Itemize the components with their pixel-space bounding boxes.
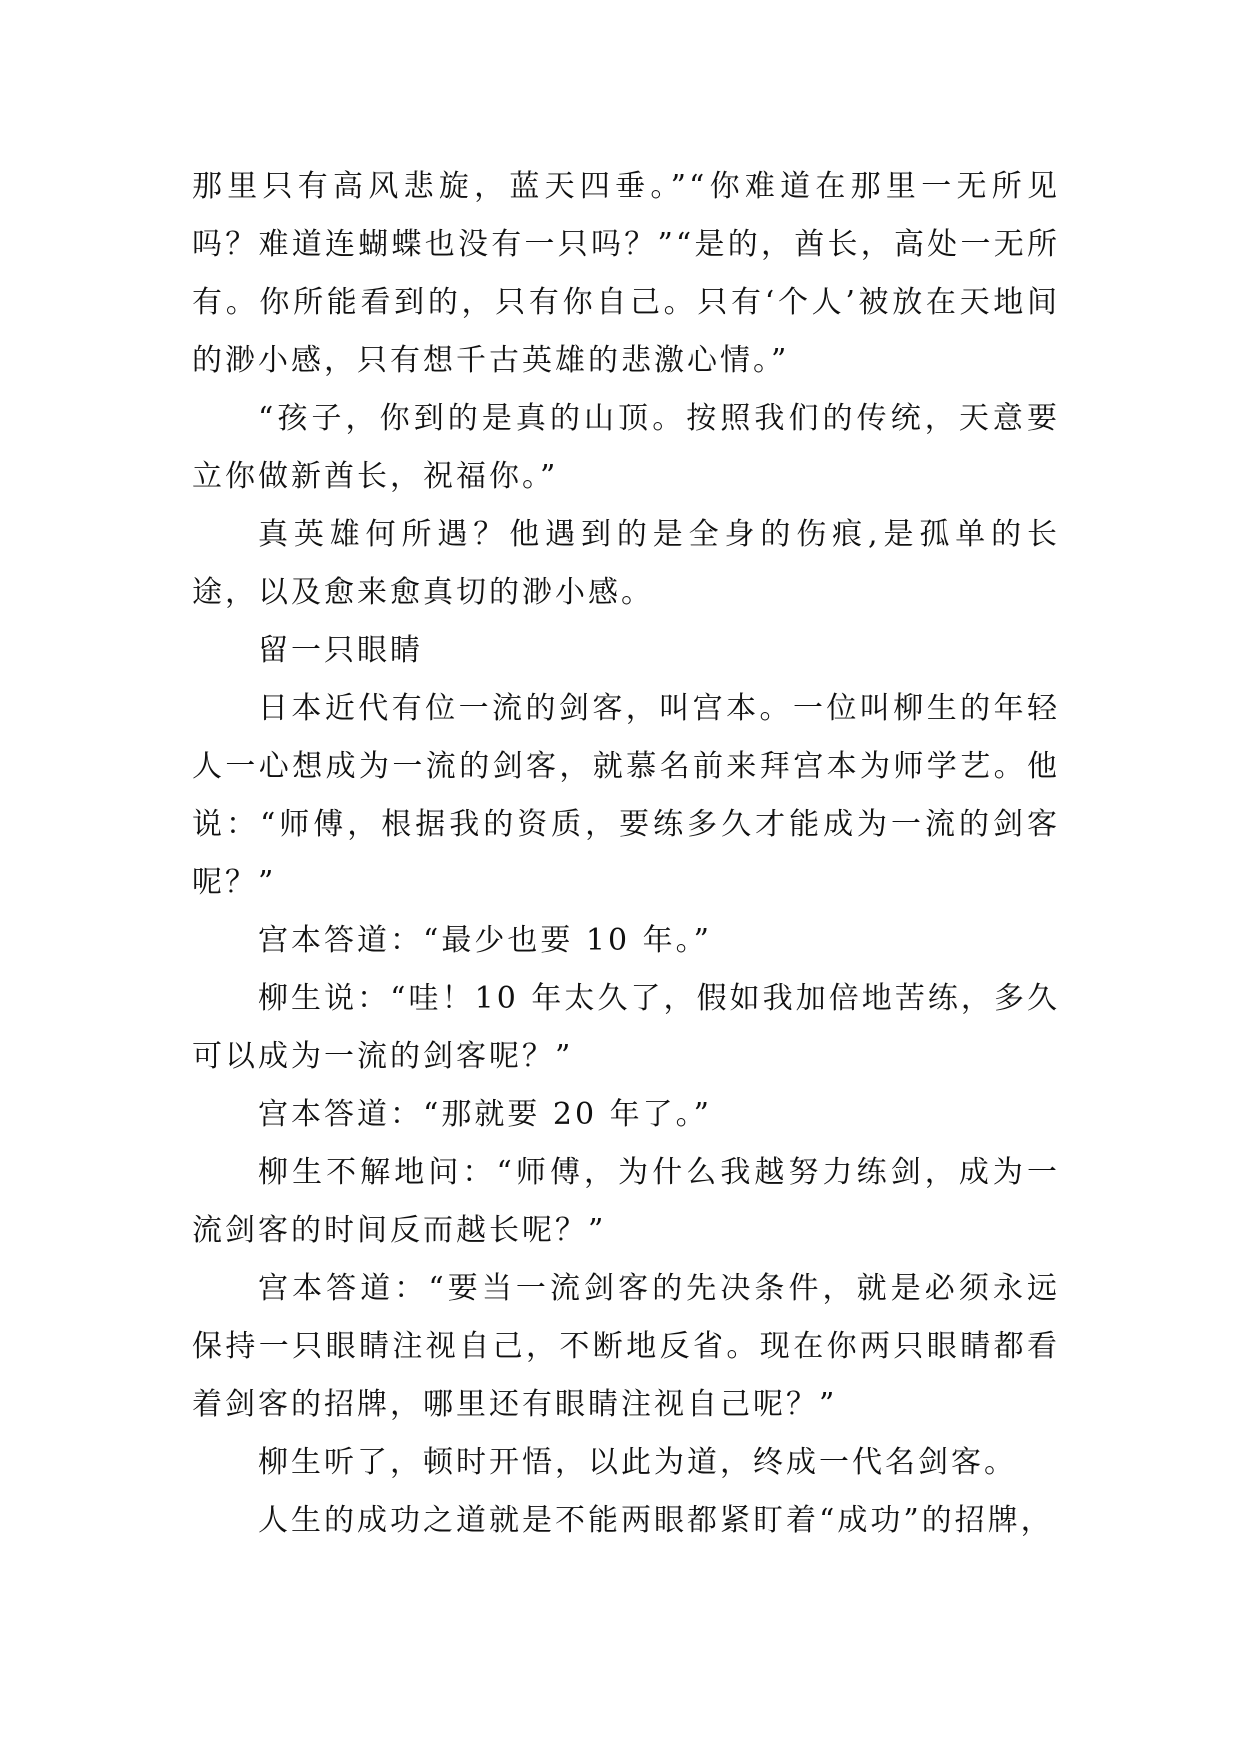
paragraph-miyamoto-reply-2: 宫本答道：“那就要 20 年了。” xyxy=(258,1097,712,1132)
document-body xyxy=(192,158,1060,1550)
paragraph-miyamoto-reply-1: 宫本答道：“最少也要 10 年。” xyxy=(258,923,712,958)
paragraph-yagyu-asks: 柳生说：“哇！10 年太久了，假如我加倍地苦练，多久可以成为一流的剑客呢？” xyxy=(192,981,1060,1074)
section-heading: 留一只眼睛 xyxy=(258,633,423,668)
paragraph-yagyu-puzzled: 柳生不解地问：“师傅，为什么我越努力练剑，成为一流剑客的时间反而越长呢？” xyxy=(192,1155,1060,1248)
paragraph-miyamoto-explains: 宫本答道：“要当一流剑客的先决条件，就是必须永远保持一只眼睛注视自己，不断地反省。现在你两只眼睛都看着剑客的招牌，哪里还有眼睛注视自己呢？” xyxy=(192,1271,1060,1422)
paragraph-dialogue-summit: 那里只有高风悲旋，蓝天四垂。”“你难道在那里一无所见吗？难道连蝴蝶也没有一只吗？”“是的，酋长，高处一无所有。你所能看到的，只有你自己。只有‘个人’被放在天地间的渺小感，只有想千古英雄的悲激心情。” xyxy=(192,169,1060,378)
paragraph-conclusion: 人生的成功之道就是不能两眼都紧盯着“成功”的招牌， xyxy=(258,1503,1054,1538)
paragraph-true-hero: 真英雄何所遇？他遇到的是全身的伤痕,是孤单的长途，以及愈来愈真切的渺小感。 xyxy=(192,517,1060,610)
paragraph-chief-blessing: “孩子，你到的是真的山顶。按照我们的传统，天意要立你做新酋长，祝福你。” xyxy=(192,401,1060,494)
paragraph-swordsman-intro: 日本近代有位一流的剑客，叫宫本。一位叫柳生的年轻人一心想成为一流的剑客，就慕名前来拜宫本为师学艺。他说：“师傅，根据我的资质，要练多久才能成为一流的剑客呢？” xyxy=(192,691,1060,900)
paragraph-enlightenment: 柳生听了，顿时开悟，以此为道，终成一代名剑客。 xyxy=(258,1445,1017,1480)
